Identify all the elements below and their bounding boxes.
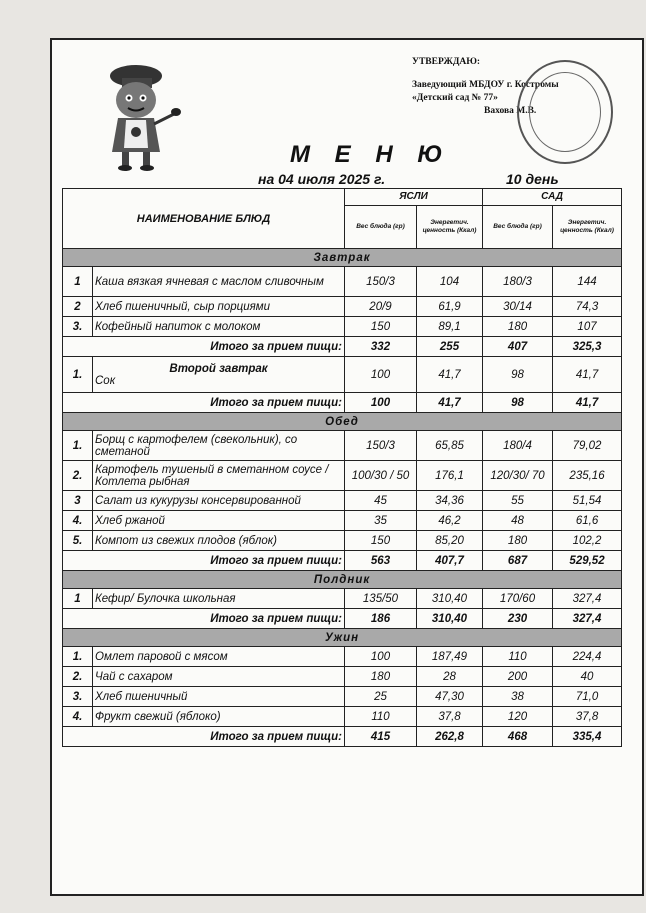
- sad-energy: 327,4: [553, 589, 622, 609]
- row-number: 3.: [63, 317, 93, 337]
- table-row: [63, 431, 622, 461]
- yasli-weight: 110: [345, 707, 417, 727]
- section-header: [63, 249, 622, 267]
- table-row: [63, 531, 622, 551]
- total-label: Итого за прием пищи:: [63, 393, 345, 413]
- row-number: 1.: [63, 647, 93, 667]
- row-number: 1: [63, 267, 93, 297]
- approve-label: УТВЕРЖДАЮ:: [412, 57, 481, 67]
- total-row: [63, 609, 622, 629]
- dish-name: Хлеб ржаной: [93, 511, 345, 531]
- section-title: Завтрак: [63, 249, 622, 267]
- yasli-weight: 150/3: [345, 267, 417, 297]
- dish-name: Кофейный напиток с молоком: [93, 317, 345, 337]
- dish-name: Чай с сахаром: [93, 667, 345, 687]
- total-sad-energy: 41,7: [553, 393, 622, 413]
- sad-weight: 180: [483, 317, 553, 337]
- yasli-energy: 28: [417, 667, 483, 687]
- row-number: 2: [63, 297, 93, 317]
- table-row: [63, 707, 622, 727]
- sad-weight: 180/3: [483, 267, 553, 297]
- menu-day: 10 день: [506, 171, 559, 187]
- yasli-energy: 47,30: [417, 687, 483, 707]
- yasli-energy: 104: [417, 267, 483, 297]
- row-number: 3.: [63, 687, 93, 707]
- yasli-weight: 150: [345, 531, 417, 551]
- total-row: [63, 337, 622, 357]
- table-row: [63, 687, 622, 707]
- col-energy-header: Энергетич. ценность (Ккал): [553, 206, 622, 249]
- dish-name: Хлеб пшеничный: [93, 687, 345, 707]
- yasli-weight: 100: [345, 357, 417, 393]
- sad-weight: 200: [483, 667, 553, 687]
- dish-name: Каша вязкая ячневая с маслом сливочным: [93, 267, 345, 297]
- yasli-weight: 100/30 / 50: [345, 461, 417, 491]
- col-weight-header: Вес блюда (гр): [345, 206, 417, 249]
- total-label: Итого за прием пищи:: [63, 727, 345, 747]
- sad-energy: 61,6: [553, 511, 622, 531]
- total-row: [63, 551, 622, 571]
- yasli-energy: 37,8: [417, 707, 483, 727]
- yasli-weight: 100: [345, 647, 417, 667]
- col-sad-header: САД: [483, 189, 622, 206]
- total-sad-energy: 325,3: [553, 337, 622, 357]
- sad-energy: 71,0: [553, 687, 622, 707]
- dish-name: Компот из свежих плодов (яблок): [93, 531, 345, 551]
- total-yasli-weight: 563: [345, 551, 417, 571]
- sad-energy: 74,3: [553, 297, 622, 317]
- total-yasli-weight: 415: [345, 727, 417, 747]
- sad-energy: 107: [553, 317, 622, 337]
- total-sad-weight: 687: [483, 551, 553, 571]
- row-number: 5.: [63, 531, 93, 551]
- row-number: 4.: [63, 511, 93, 531]
- yasli-weight: 35: [345, 511, 417, 531]
- yasli-energy: 85,20: [417, 531, 483, 551]
- row-number: 1.: [63, 431, 93, 461]
- total-yasli-energy: 310,40: [417, 609, 483, 629]
- yasli-energy: 65,85: [417, 431, 483, 461]
- dish-name: Омлет паровой с мясом: [93, 647, 345, 667]
- yasli-weight: 150: [345, 317, 417, 337]
- table-row: [63, 491, 622, 511]
- sad-weight: 48: [483, 511, 553, 531]
- total-yasli-energy: 41,7: [417, 393, 483, 413]
- sad-weight: 30/14: [483, 297, 553, 317]
- row-number: 2.: [63, 667, 93, 687]
- total-sad-energy: 327,4: [553, 609, 622, 629]
- table-row: [63, 317, 622, 337]
- section-header: [63, 413, 622, 431]
- total-row: [63, 727, 622, 747]
- sad-weight: 180: [483, 531, 553, 551]
- sad-weight: 98: [483, 357, 553, 393]
- yasli-weight: 20/9: [345, 297, 417, 317]
- yasli-energy: 61,9: [417, 297, 483, 317]
- table-row: [63, 589, 622, 609]
- subsection-title: Второй завтрак: [169, 362, 268, 375]
- section-title: Полдник: [63, 571, 622, 589]
- sad-weight: 170/60: [483, 589, 553, 609]
- table-row: [63, 667, 622, 687]
- total-label: Итого за прием пищи:: [63, 337, 345, 357]
- dish-name: Борщ с картофелем (свекольник), со сметаной: [93, 431, 345, 461]
- sad-energy: 37,8: [553, 707, 622, 727]
- yasli-energy: 187,49: [417, 647, 483, 667]
- table-row: [63, 357, 622, 393]
- yasli-energy: 176,1: [417, 461, 483, 491]
- total-yasli-weight: 100: [345, 393, 417, 413]
- total-row: [63, 393, 622, 413]
- sad-weight: 120: [483, 707, 553, 727]
- sad-energy: 102,2: [553, 531, 622, 551]
- col-yasli-header: ЯСЛИ: [345, 189, 483, 206]
- dish-name: Сок: [95, 374, 116, 387]
- dish-name: Фрукт свежий (яблоко): [93, 707, 345, 727]
- section-header: [63, 571, 622, 589]
- col-name-header: НАИМЕНОВАНИЕ БЛЮД: [63, 189, 345, 249]
- yasli-weight: 25: [345, 687, 417, 707]
- row-number: 1.: [63, 357, 93, 393]
- row-number: 1: [63, 589, 93, 609]
- yasli-energy: 41,7: [417, 357, 483, 393]
- total-sad-weight: 407: [483, 337, 553, 357]
- yasli-weight: 180: [345, 667, 417, 687]
- yasli-energy: 46,2: [417, 511, 483, 531]
- total-sad-weight: 468: [483, 727, 553, 747]
- sad-weight: 55: [483, 491, 553, 511]
- head-line2: «Детский сад № 77»: [412, 93, 498, 103]
- head-line1: Заведующий МБДОУ г. Костромы: [412, 80, 559, 90]
- yasli-energy: 310,40: [417, 589, 483, 609]
- row-number: 3: [63, 491, 93, 511]
- col-weight-header: Вес блюда (гр): [483, 206, 553, 249]
- total-yasli-energy: 255: [417, 337, 483, 357]
- menu-table: [62, 188, 622, 747]
- sad-weight: 38: [483, 687, 553, 707]
- row-number: 4.: [63, 707, 93, 727]
- sad-weight: 120/30/ 70: [483, 461, 553, 491]
- total-yasli-weight: 332: [345, 337, 417, 357]
- dish-cell: [93, 357, 345, 393]
- total-label: Итого за прием пищи:: [63, 551, 345, 571]
- seal-stamp-icon: [517, 60, 613, 164]
- total-sad-weight: 230: [483, 609, 553, 629]
- total-sad-weight: 98: [483, 393, 553, 413]
- sad-energy: 41,7: [553, 357, 622, 393]
- table-row: [63, 647, 622, 667]
- section-header: [63, 629, 622, 647]
- sad-energy: 224,4: [553, 647, 622, 667]
- section-title: Обед: [63, 413, 622, 431]
- dish-name: Хлеб пшеничный, сыр порциями: [93, 297, 345, 317]
- row-number: 2.: [63, 461, 93, 491]
- total-sad-energy: 335,4: [553, 727, 622, 747]
- total-label: Итого за прием пищи:: [63, 609, 345, 629]
- total-yasli-energy: 262,8: [417, 727, 483, 747]
- total-sad-energy: 529,52: [553, 551, 622, 571]
- sad-weight: 180/4: [483, 431, 553, 461]
- total-yasli-energy: 407,7: [417, 551, 483, 571]
- sad-energy: 40: [553, 667, 622, 687]
- table-row: [63, 511, 622, 531]
- yasli-weight: 135/50: [345, 589, 417, 609]
- yasli-energy: 89,1: [417, 317, 483, 337]
- total-yasli-weight: 186: [345, 609, 417, 629]
- dish-name: Картофель тушеный в сметанном соусе / Котлета рыбная: [93, 461, 345, 491]
- sad-energy: 79,02: [553, 431, 622, 461]
- section-title: Ужин: [63, 629, 622, 647]
- table-row: [63, 267, 622, 297]
- yasli-weight: 45: [345, 491, 417, 511]
- sad-weight: 110: [483, 647, 553, 667]
- dish-name: Салат из кукурузы консервированной: [93, 491, 345, 511]
- dish-name: Кефир/ Булочка школьная: [93, 589, 345, 609]
- sad-energy: 51,54: [553, 491, 622, 511]
- table-row: [63, 297, 622, 317]
- yasli-energy: 34,36: [417, 491, 483, 511]
- sad-energy: 144: [553, 267, 622, 297]
- col-energy-header: Энергетич. ценность (Ккал): [417, 206, 483, 249]
- menu-date: на 04 июля 2025 г.: [258, 171, 386, 187]
- table-row: [63, 461, 622, 491]
- sad-energy: 235,16: [553, 461, 622, 491]
- chef-mascot-icon: [88, 62, 188, 174]
- page-title: М Е Н Ю: [290, 141, 452, 168]
- yasli-weight: 150/3: [345, 431, 417, 461]
- signature: Вахова М.В.: [484, 106, 537, 116]
